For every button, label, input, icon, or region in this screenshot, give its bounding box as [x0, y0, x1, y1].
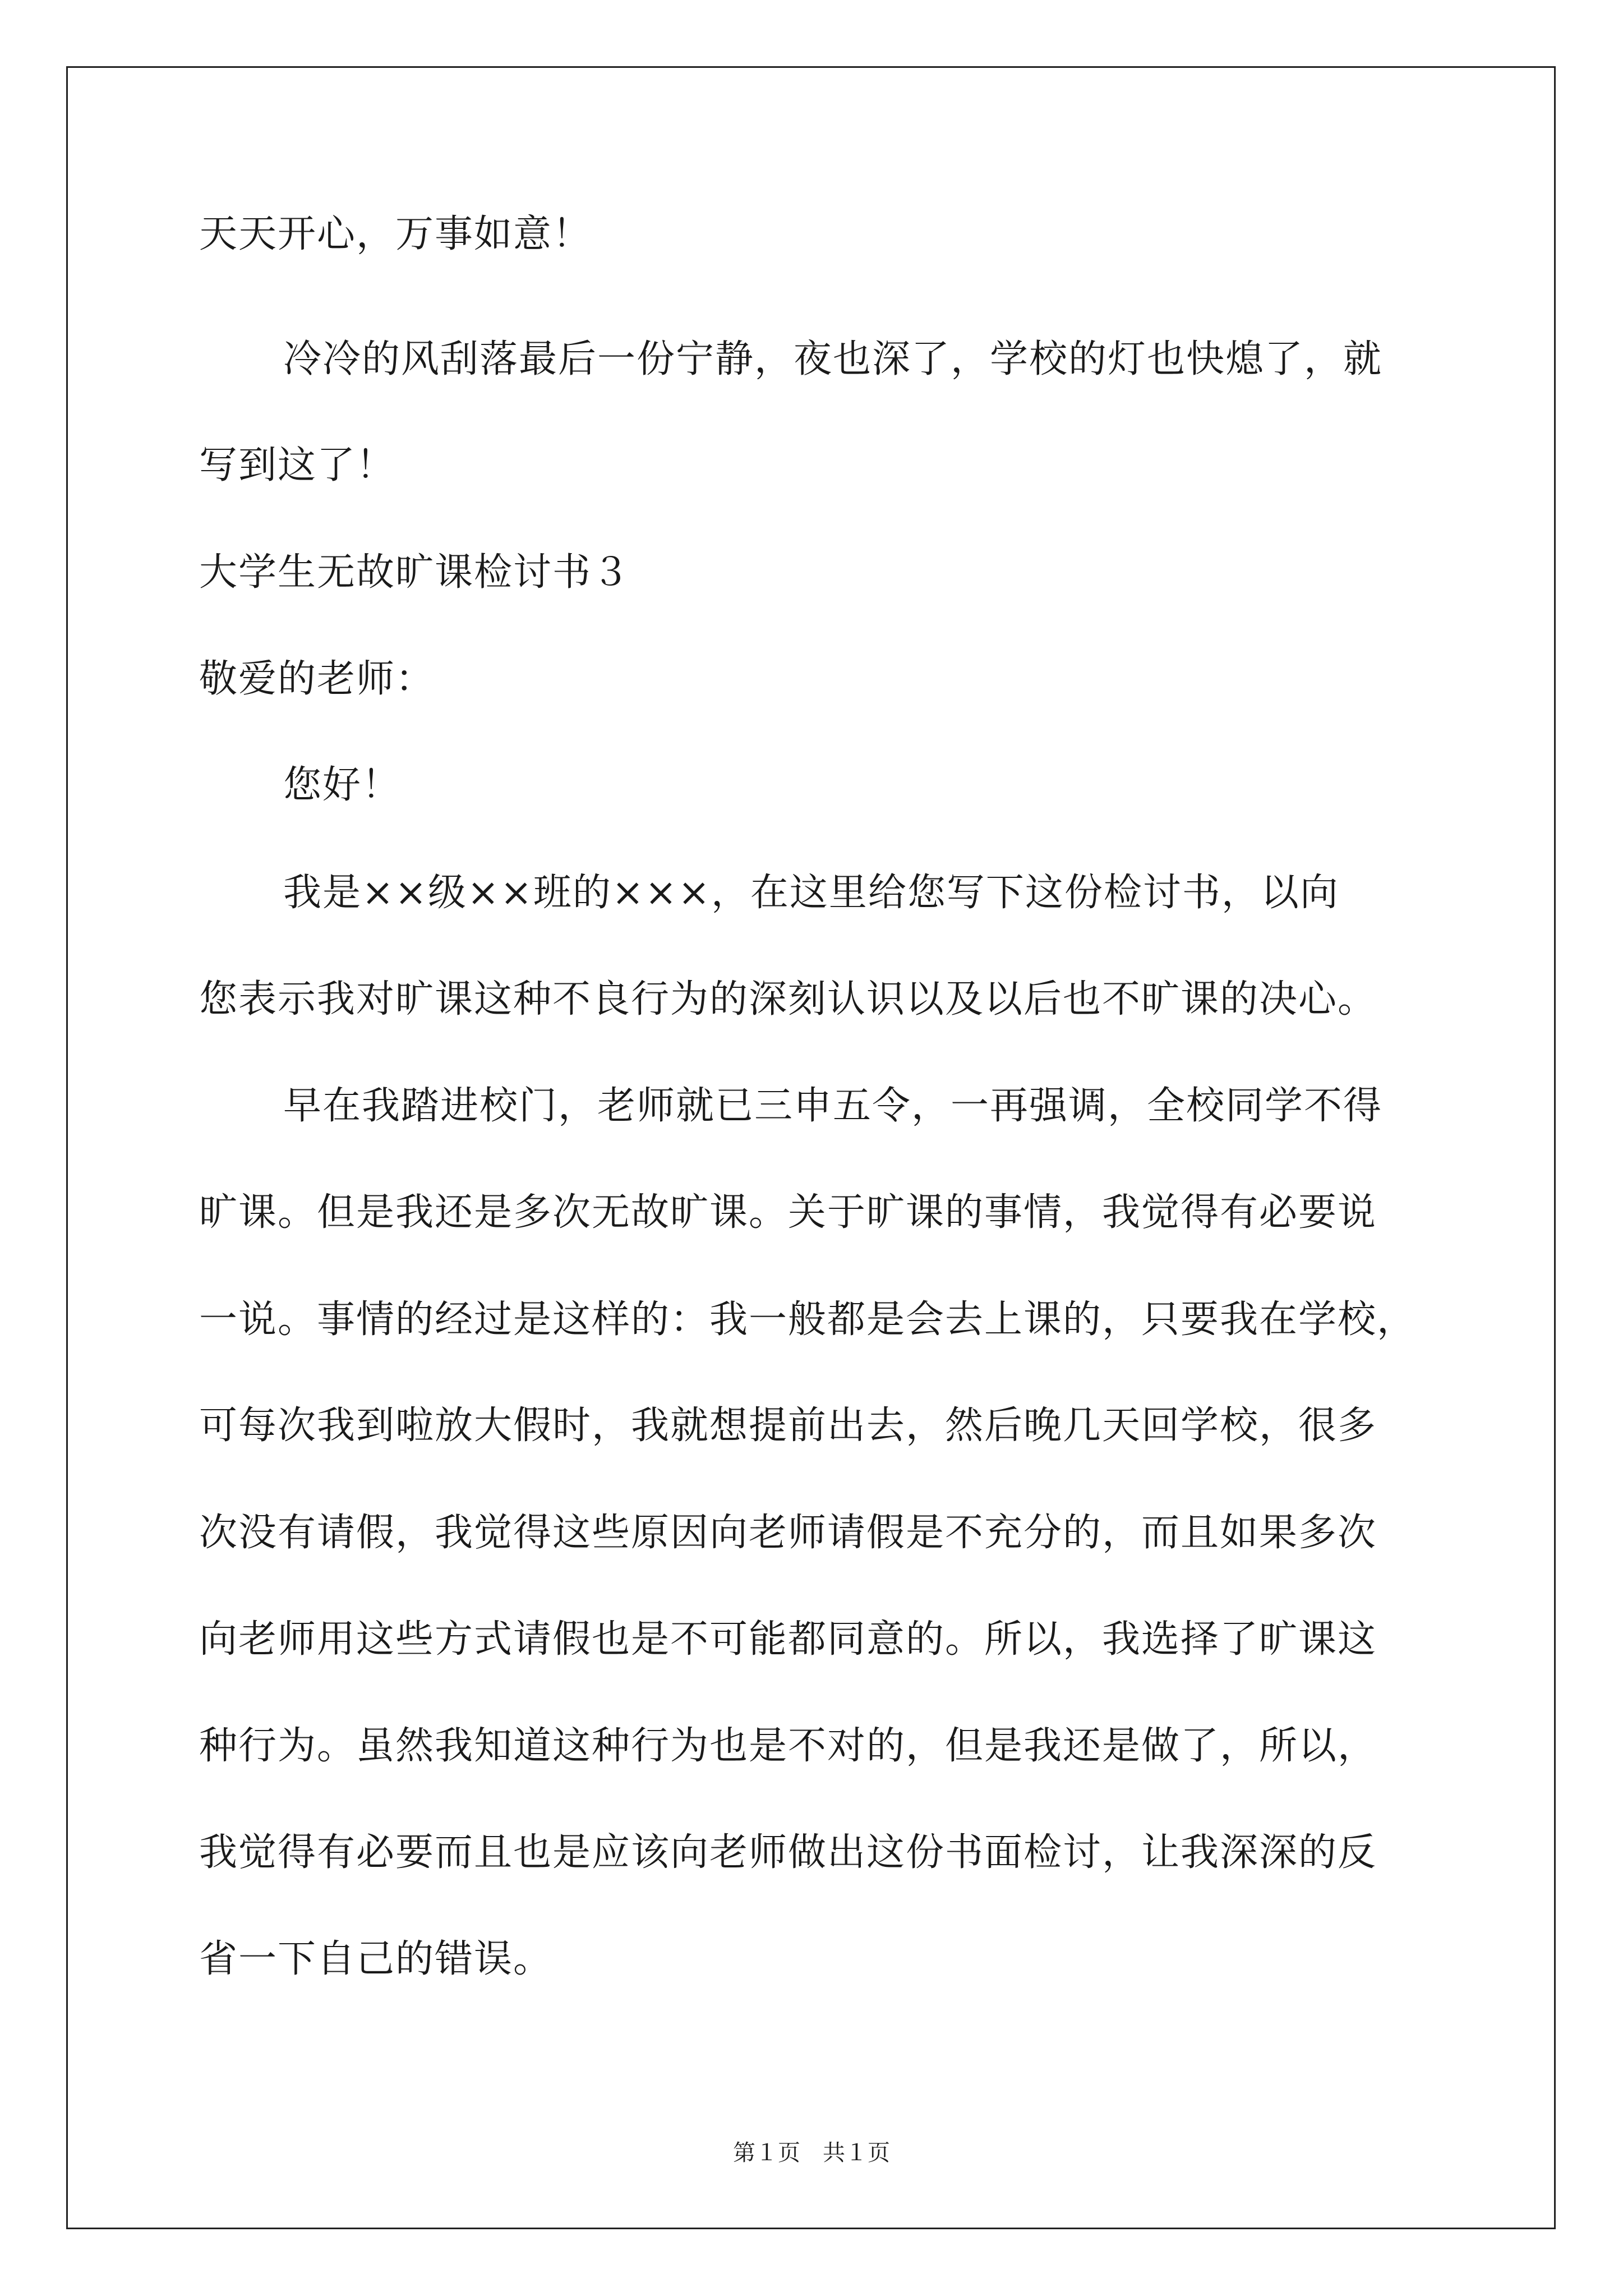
text-line: 写到这了！ — [199, 443, 396, 487]
greeting: 您好！ — [283, 763, 402, 807]
text-line: 我是××级××班的×××，在这里给您写下这份检讨书，以向 — [283, 871, 1339, 915]
text-line: 我觉得有必要而且也是应该向老师做出这份书面检讨，让我深深的反 — [199, 1830, 1377, 1875]
text-line: 早在我踏进校门，老师就已三申五令，一再强调，全校同学不得 — [283, 1084, 1383, 1128]
page-border — [66, 66, 1556, 2229]
text-line: 种行为。虽然我知道这种行为也是不对的，但是我还是做了，所以， — [199, 1724, 1377, 1768]
text-line: 冷冷的风刮落最后一份宁静，夜也深了，学校的灯也快熄了，就 — [283, 337, 1383, 381]
text-line: 旷课。但是我还是多次无故旷课。关于旷课的事情，我觉得有必要说 — [199, 1190, 1377, 1235]
salutation: 敬爱的老师： — [199, 657, 435, 701]
text-line: 天天开心，万事如意！ — [199, 212, 592, 256]
page-footer: 第１页 共１页 — [733, 2140, 890, 2166]
text-line: 向老师用这些方式请假也是不可能都同意的。所以，我选择了旷课这 — [199, 1617, 1377, 1662]
text-line: 您表示我对旷课这种不良行为的深刻认识以及以后也不旷课的决心。 — [199, 977, 1377, 1022]
section-heading: 大学生无故旷课检讨书３ — [199, 550, 631, 595]
text-line: 次没有请假，我觉得这些原因向老师请假是不充分的，而且如果多次 — [199, 1511, 1377, 1555]
text-line: 省一下自己的错误。 — [199, 1937, 553, 1981]
text-line: 一说。事情的经过是这样的：我一般都是会去上课的，只要我在学校， — [199, 1297, 1417, 1342]
text-line: 可每次我到啦放大假时，我就想提前出去，然后晚几天回学校，很多 — [199, 1404, 1377, 1448]
